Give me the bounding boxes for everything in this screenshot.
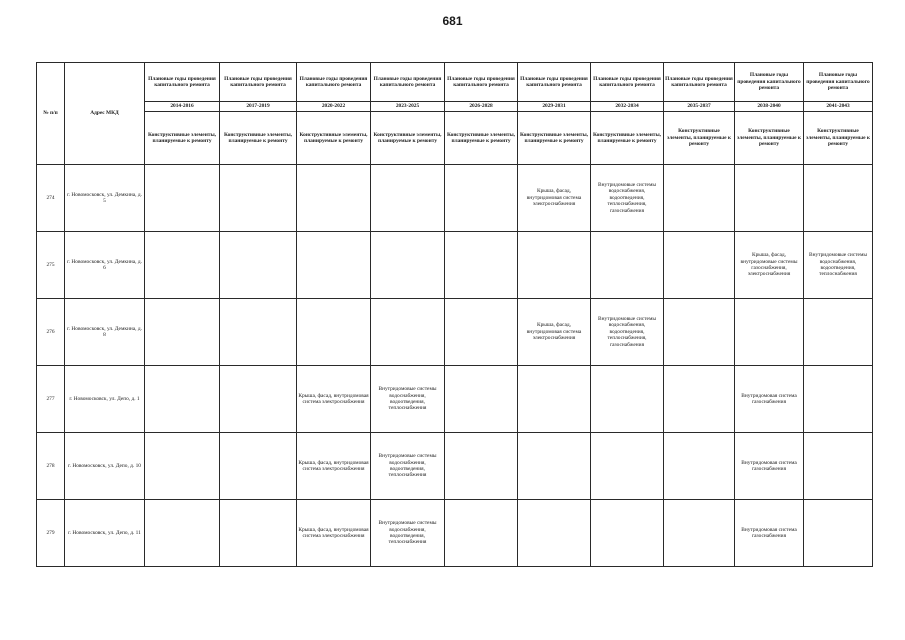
repair-elements-cell [445, 500, 518, 567]
repair-elements-cell: Внутридомовые системы водоснабжения, водоотведения, теплоснабжения [804, 232, 873, 299]
repair-elements-cell [664, 299, 735, 366]
row-number: 279 [37, 500, 65, 567]
table-body [37, 165, 873, 567]
building-address: г. Новомосковск, ул. Демкина, д. 8 [65, 299, 145, 366]
period-years-header: 2014-2016 [145, 102, 220, 112]
repair-elements-cell: Внутридомовые системы водоснабжения, водоотведения, теплоснабжения [371, 500, 445, 567]
table-row [37, 433, 873, 500]
repair-elements-cell [297, 299, 371, 366]
repair-elements-cell: Крыша, фасад, внутридомовая система электроснабжения [518, 299, 591, 366]
period-years-header: 2035-2037 [664, 102, 735, 112]
period-title-header: Плановые годы проведения капитального ремонта [445, 63, 518, 102]
row-number: 276 [37, 299, 65, 366]
table-row [37, 165, 873, 232]
row-number: 278 [37, 433, 65, 500]
building-address: г. Новомосковск, ул. Демкина, д. 5 [65, 165, 145, 232]
repair-elements-cell [735, 165, 804, 232]
repair-elements-cell [664, 165, 735, 232]
repair-elements-cell [145, 165, 220, 232]
period-years-header: 2026-2028 [445, 102, 518, 112]
repair-elements-cell [145, 500, 220, 567]
period-elements-header: Конструктивные элементы, планируемые к ремонту [591, 112, 664, 165]
repair-elements-cell [518, 232, 591, 299]
repair-elements-cell [445, 433, 518, 500]
period-years-header: 2023-2025 [371, 102, 445, 112]
period-title-header: Плановые годы проведения капитального ремонта [804, 63, 873, 102]
address-column-header: Адрес МКД [65, 63, 145, 165]
repair-elements-cell [664, 500, 735, 567]
repair-elements-cell [371, 299, 445, 366]
repair-elements-cell: Внутридомовые системы водоснабжения, водоотведения, теплоснабжения [371, 433, 445, 500]
period-elements-header: Конструктивные элементы, планируемые к ремонту [804, 112, 873, 165]
table-row [37, 232, 873, 299]
row-number: 275 [37, 232, 65, 299]
period-elements-header: Конструктивные элементы, планируемые к ремонту [371, 112, 445, 165]
period-title-header: Плановые годы проведения капитального ремонта [664, 63, 735, 102]
period-years-header: 2029-2031 [518, 102, 591, 112]
period-title-header: Плановые годы проведения капитального ремонта [518, 63, 591, 102]
repair-elements-cell [371, 232, 445, 299]
repair-elements-cell [445, 232, 518, 299]
period-elements-header: Конструктивные элементы, планируемые к ремонту [445, 112, 518, 165]
repair-elements-cell [220, 500, 297, 567]
period-elements-header: Конструктивные элементы, планируемые к ремонту [297, 112, 371, 165]
period-elements-header: Конструктивные элементы, планируемые к ремонту [735, 112, 804, 165]
repair-elements-cell [297, 232, 371, 299]
period-years-header: 2041-2043 [804, 102, 873, 112]
repair-elements-cell: Крыша, фасад, внутридомовая система электроснабжения [297, 500, 371, 567]
period-title-header: Плановые годы проведения капитального ремонта [735, 63, 804, 102]
period-years-header: 2017-2019 [220, 102, 297, 112]
repair-elements-cell [804, 433, 873, 500]
repair-elements-cell [591, 232, 664, 299]
period-years-header: 2020-2022 [297, 102, 371, 112]
number-column-header: № п/п [37, 63, 65, 165]
repair-elements-cell [591, 366, 664, 433]
repair-elements-cell [664, 433, 735, 500]
table-header [37, 63, 873, 165]
repair-elements-cell [804, 366, 873, 433]
repair-elements-cell: Внутридомовая система газоснабжения [735, 500, 804, 567]
repair-elements-cell [445, 366, 518, 433]
building-address: г. Новомосковск, ул. Депо, д. 10 [65, 433, 145, 500]
period-title-header: Плановые годы проведения капитального ремонта [145, 63, 220, 102]
period-elements-header: Конструктивные элементы, планируемые к ремонту [145, 112, 220, 165]
repair-elements-cell [591, 433, 664, 500]
period-years-header: 2038-2040 [735, 102, 804, 112]
capital-repair-table [36, 62, 873, 567]
repair-elements-cell: Внутридомовые системы водоснабжения, водоотведения, теплоснабжения, газоснабжения [591, 299, 664, 366]
repair-elements-cell [804, 500, 873, 567]
repair-elements-cell [371, 165, 445, 232]
period-title-header: Плановые годы проведения капитального ремонта [297, 63, 371, 102]
repair-elements-cell: Крыша, фасад, внутридомовые системы газоснабжения, электроснабжения [735, 232, 804, 299]
repair-elements-cell [518, 366, 591, 433]
period-years-header: 2032-2034 [591, 102, 664, 112]
period-title-header: Плановые годы проведения капитального ремонта [371, 63, 445, 102]
repair-elements-cell [735, 299, 804, 366]
repair-elements-cell [445, 299, 518, 366]
period-elements-header: Конструктивные элементы, планируемые к ремонту [518, 112, 591, 165]
repair-elements-cell [445, 165, 518, 232]
table-row [37, 299, 873, 366]
repair-elements-cell [518, 433, 591, 500]
period-elements-header: Конструктивные элементы, планируемые к ремонту [220, 112, 297, 165]
repair-elements-cell [220, 299, 297, 366]
repair-elements-cell [145, 232, 220, 299]
row-number: 277 [37, 366, 65, 433]
repair-elements-cell [145, 433, 220, 500]
repair-elements-cell: Крыша, фасад, внутридомовая система электроснабжения [297, 433, 371, 500]
repair-elements-cell [220, 232, 297, 299]
repair-elements-cell [804, 165, 873, 232]
repair-elements-cell [591, 500, 664, 567]
repair-elements-cell [664, 232, 735, 299]
period-elements-header: Конструктивные элементы, планируемые к ремонту [664, 112, 735, 165]
repair-elements-cell [220, 433, 297, 500]
table-row [37, 366, 873, 433]
repair-elements-cell: Внутридомовая система газоснабжения [735, 433, 804, 500]
period-title-header: Плановые годы проведения капитального ремонта [220, 63, 297, 102]
repair-elements-cell [220, 366, 297, 433]
table-row [37, 500, 873, 567]
repair-elements-cell [518, 500, 591, 567]
building-address: г. Новомосковск, ул. Демкина, д. 6 [65, 232, 145, 299]
repair-elements-cell [145, 299, 220, 366]
repair-elements-cell: Внутридомовая система газоснабжения [735, 366, 804, 433]
building-address: г. Новомосковск, ул. Депо, д. 11 [65, 500, 145, 567]
period-title-header: Плановые годы проведения капитального ремонта [591, 63, 664, 102]
repair-elements-cell [220, 165, 297, 232]
repair-elements-cell [664, 366, 735, 433]
page-number: 681 [442, 14, 463, 28]
repair-elements-cell [804, 299, 873, 366]
repair-elements-cell: Крыша, фасад, внутридомовая система электроснабжения [518, 165, 591, 232]
repair-elements-cell [145, 366, 220, 433]
row-number: 274 [37, 165, 65, 232]
building-address: г. Новомосковск, ул. Депо, д. 1 [65, 366, 145, 433]
repair-elements-cell [297, 165, 371, 232]
repair-elements-cell: Крыша, фасад, внутридомовая система электроснабжения [297, 366, 371, 433]
repair-elements-cell: Внутридомовые системы водоснабжения, водоотведения, теплоснабжения, газоснабжения [591, 165, 664, 232]
repair-elements-cell: Внутридомовые системы водоснабжения, водоотведения, теплоснабжения [371, 366, 445, 433]
